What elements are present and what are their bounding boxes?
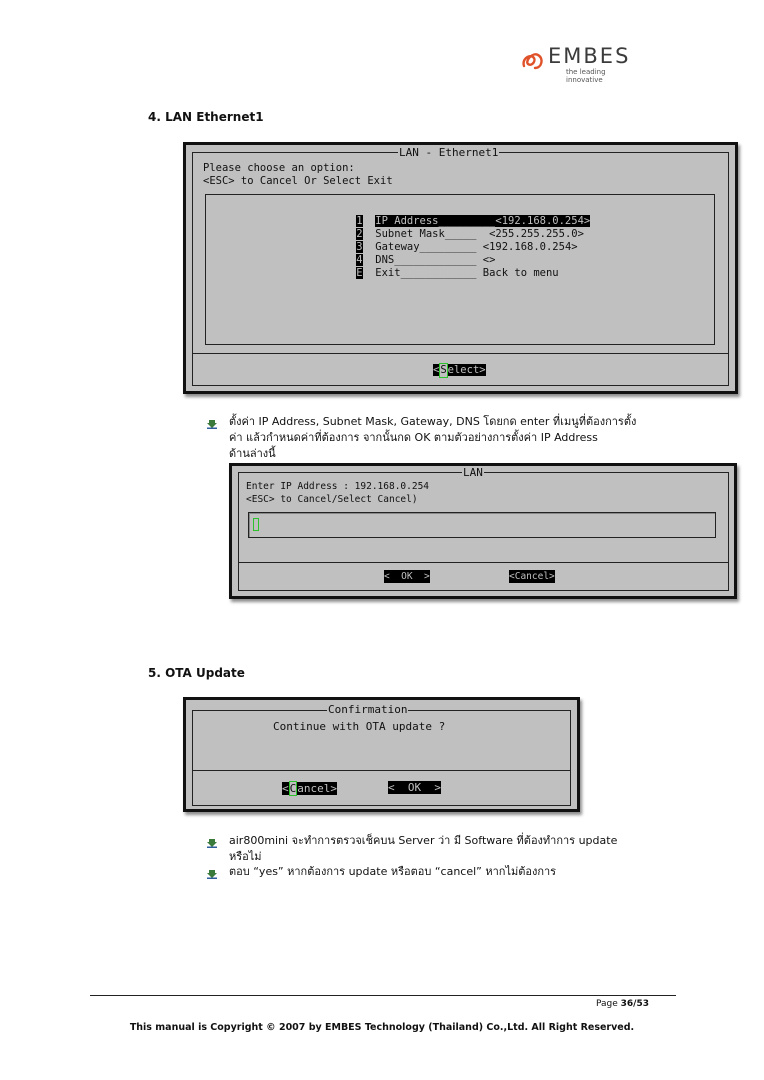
embes-swirl-icon — [520, 48, 548, 72]
arrow-bullet-icon — [207, 838, 217, 848]
lan-input-window — [229, 463, 737, 599]
cancel-rest: ancel> — [297, 782, 337, 795]
confirmation-message: Continue with OTA update ? — [273, 720, 446, 733]
prompt-line-1: Please choose an option: — [203, 162, 355, 174]
confirmation-title: Confirmation — [328, 703, 408, 716]
logo-brand: EMBES — [548, 44, 631, 68]
ota-bullet-1-line-2: หรือไม่ — [229, 850, 262, 863]
menu-key: 3 — [356, 241, 363, 253]
logo-tagline: the leading innovative — [566, 68, 606, 84]
ota-bullet-1-line-1: air800mini จะทำการตรวจเช็คบน Server ว่า มี Software ที่ต้องทำการ update — [229, 834, 618, 847]
page-number — [596, 999, 649, 1009]
ota-confirmation-window — [183, 697, 580, 812]
select-prefix: < — [433, 364, 440, 376]
menu-value: <192.168.0.254> — [495, 215, 591, 227]
select-rest: elect> — [447, 364, 486, 376]
menu-label: Gateway_________ — [375, 241, 477, 253]
divider — [192, 770, 571, 771]
divider — [192, 353, 729, 354]
menu-label: DNS_____________ — [375, 254, 477, 266]
section-heading-ota: 5. OTA Update — [148, 666, 245, 680]
prompt-line-2: <ESC> to Cancel Or Select Exit — [203, 175, 393, 187]
text-cursor — [253, 518, 259, 531]
input-prompt-line-1: Enter IP Address : 192.168.0.254 — [246, 481, 430, 492]
page-number-value: 36/53 — [620, 999, 649, 1009]
arrow-bullet-icon — [207, 419, 217, 429]
embes-logo — [520, 44, 631, 84]
page-prefix: Page — [596, 999, 621, 1009]
lan-ethernet-window — [183, 142, 738, 394]
cancel-prefix: < — [282, 782, 289, 795]
window-title: LAN - Ethernet1 — [399, 146, 499, 159]
menu-key: 2 — [356, 228, 363, 240]
section-heading-lan: 4. LAN Ethernet1 — [148, 110, 264, 124]
menu-label: IP Address_________ — [375, 215, 496, 227]
input-prompt-line-2: <ESC> to Cancel/Select Cancel) — [246, 494, 418, 505]
input-window-title: LAN — [463, 466, 483, 479]
menu-key: 4 — [356, 254, 363, 266]
ip-address-input[interactable] — [248, 512, 716, 538]
cancel-hotkey: C — [289, 782, 297, 795]
menu-value: <> — [482, 254, 496, 266]
menu-value: <255.255.255.0> — [489, 228, 584, 240]
lan-bullet-line-3: ด้านล่างนี้ — [229, 447, 276, 460]
menu-label: Exit____________ — [375, 267, 477, 279]
menu-key: 1 — [356, 215, 363, 227]
menu-label: Subnet Mask_____ — [375, 228, 477, 240]
select-hotkey: S — [440, 364, 447, 376]
ota-bullet-2-line-1: ตอบ “yes” หากต้องการ update หรือตอบ “cancel” หากไม่ต้องการ — [229, 865, 557, 878]
divider — [238, 562, 729, 563]
select-button[interactable] — [433, 363, 486, 378]
menu-value: Back to menu — [482, 267, 559, 279]
menu-item-exit[interactable] — [331, 254, 559, 293]
ota-ok-button[interactable]: < OK > — [388, 781, 441, 794]
ota-cancel-button[interactable] — [282, 781, 337, 796]
footer-rule — [90, 995, 676, 996]
arrow-bullet-icon — [207, 869, 217, 879]
cancel-button[interactable]: <Cancel> — [509, 571, 555, 582]
lan-bullet-line-2: ค่า แล้วกำหนดค่าที่ต้องการ จากนั้นกด OK ตามตัวอย่างการตั้งค่า IP Address — [229, 431, 598, 444]
menu-value: <192.168.0.254> — [482, 241, 578, 253]
lan-bullet-line-1: ตั้งค่า IP Address, Subnet Mask, Gateway, DNS โดยกด enter ที่เมนูที่ต้องการตั้ง — [229, 415, 637, 428]
copyright-notice: This manual is Copyright © 2007 by EMBES Technology (Thailand) Co.,Ltd. All Right Reserved. — [129, 1022, 635, 1033]
ok-button[interactable]: < OK > — [384, 571, 430, 582]
menu-key: E — [356, 267, 363, 279]
